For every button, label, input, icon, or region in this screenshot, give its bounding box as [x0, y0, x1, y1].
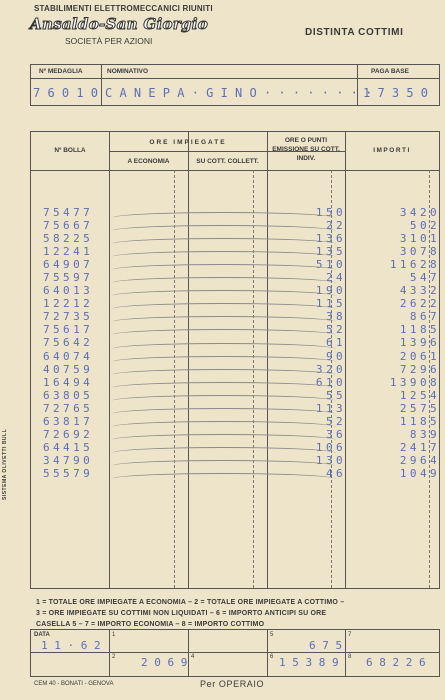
row-importo: 867	[409, 310, 440, 324]
pay-label: PAGA BASE	[371, 68, 409, 75]
name-value: C A N E P A · G I N O · · · · · · · ·	[105, 86, 373, 100]
row-importo: 13908	[389, 375, 440, 389]
legend-line-3: CASELLA 5 – 7 = IMPORTO ECONOMIA – 8 = IMPORTO COTTIMO	[36, 621, 265, 628]
row-importo: 2417	[399, 440, 440, 454]
dash-mark	[111, 212, 336, 224]
per-operaio: Per OPERAIO	[200, 679, 265, 689]
row-punti: 52	[325, 323, 346, 337]
row-importo: 1396	[399, 336, 440, 350]
worker-box	[30, 64, 440, 106]
date-label: DATA	[34, 632, 50, 638]
row-punti: 115	[315, 297, 346, 311]
bolla-column	[43, 206, 93, 480]
cell-6-label: 6	[270, 654, 274, 660]
total-6-value: 1 5 3 8 9	[279, 656, 339, 669]
company-type: SOCIETÀ PER AZIONI	[65, 36, 153, 46]
piecework-table	[30, 131, 440, 589]
row-importo: 2061	[399, 349, 440, 363]
col-importi-header: IMPORTI	[373, 147, 411, 154]
row-bolla: 64907	[43, 258, 94, 272]
name-label: NOMINATIVO	[107, 68, 149, 75]
row-bolla: 63817	[43, 414, 94, 428]
dash-mark	[111, 408, 336, 420]
row-bolla: 64415	[43, 440, 94, 454]
row-punti: 150	[315, 206, 346, 219]
row-importo: 3420	[399, 206, 440, 219]
row-importo: 839	[409, 427, 440, 441]
row-bolla: 12212	[43, 297, 94, 311]
col-punti-header: ORE O PUNTI EMISSIONE SU COTT. INDIV.	[272, 137, 340, 162]
row-importo: 1049	[399, 466, 440, 480]
col-collett-header: SU COTT. COLLETT.	[196, 158, 259, 165]
row-punti: 38	[325, 310, 346, 324]
company-line: STABILIMENTI ELETTROMECCANICI RIUNITI	[34, 4, 213, 13]
dash-mark	[111, 225, 336, 237]
cell-1-label: 1	[112, 632, 116, 638]
date-value: 1 1 · 6 2	[41, 639, 101, 652]
row-bolla: 40759	[43, 362, 94, 376]
row-bolla: 75477	[43, 206, 94, 219]
dash-mark	[111, 356, 336, 368]
row-bolla: 72735	[43, 310, 94, 324]
dash-mark	[111, 473, 336, 485]
row-punti: 106	[315, 440, 346, 454]
pay-value: 1 7 3 5 0	[363, 86, 429, 100]
form-title: DISTINTA COTTIMI	[305, 27, 404, 38]
col-bolla-header: Nº BOLLA	[54, 147, 86, 154]
row-bolla: 34790	[43, 453, 94, 467]
row-punti: 61	[325, 336, 346, 350]
row-bolla: 12241	[43, 245, 94, 259]
row-bolla: 72765	[43, 401, 94, 415]
row-punti: 320	[315, 362, 346, 376]
row-punti: 136	[315, 232, 346, 246]
total-2-value: 2 0 6 9	[141, 656, 188, 669]
legend-line-2: 3 = ORE IMPIEGATE SU COTTIMI NON LIQUIDATI – 6 = IMPORTO ANTICIPI SU ORE	[36, 610, 327, 617]
row-importo: 2964	[399, 453, 440, 467]
row-importo: 502	[409, 219, 440, 233]
row-punti: 52	[325, 414, 346, 428]
cell-7-label: 7	[348, 632, 352, 638]
row-punti: 510	[315, 258, 346, 272]
row-importo: 1254	[399, 388, 440, 402]
row-importo: 4332	[399, 284, 440, 298]
medal-label: Nº MEDAGLIA	[39, 68, 83, 75]
row-bolla: 75642	[43, 336, 94, 350]
dash-mark	[111, 460, 336, 472]
legend-line-1: 1 = TOTALE ORE IMPIEGATE A ECONOMIA – 2 = TOTALE ORE IMPIEGATE A COTTIMO –	[36, 599, 345, 606]
total-8-value: 6 8 2 2 6	[366, 656, 426, 669]
dash-mark	[111, 343, 336, 355]
dash-mark	[111, 434, 336, 446]
row-importo: 3101	[399, 232, 440, 246]
row-importo: 1185	[399, 414, 440, 428]
row-punti: 22	[325, 219, 346, 233]
row-importo: 7296	[399, 362, 440, 376]
row-bolla: 63805	[43, 388, 94, 402]
cell-2-label: 2	[112, 654, 116, 660]
row-importo: 2622	[399, 297, 440, 311]
col-economia-header: A ECONOMIA	[127, 158, 170, 165]
row-importo: 1185	[399, 323, 440, 337]
row-punti: 36	[325, 427, 346, 441]
importo-column	[347, 206, 440, 480]
side-text: SISTEMA OLIVETTI BULL	[2, 428, 8, 500]
dash-mark	[111, 447, 336, 459]
row-bolla: 58225	[43, 232, 94, 246]
row-bolla: 75667	[43, 219, 94, 233]
row-importo: 547	[409, 271, 440, 285]
row-punti: 135	[315, 245, 346, 259]
cell-5-label: 5	[270, 632, 274, 638]
dash-mark	[111, 238, 336, 250]
col-ore-header: ORE IMPIEGATE	[149, 139, 227, 146]
row-bolla: 75597	[43, 271, 94, 285]
row-bolla: 72692	[43, 427, 94, 441]
row-bolla: 75617	[43, 323, 94, 337]
row-punti: 130	[315, 453, 346, 467]
totals-box	[30, 629, 440, 677]
dash-mark	[111, 421, 336, 433]
medal-value: 7 6 0 1 0	[33, 86, 99, 100]
row-punti: 610	[315, 375, 346, 389]
row-importo: 2575	[399, 401, 440, 415]
dash-mark	[111, 369, 336, 381]
printer-note: CEM 40 - BONATI - GENOVA	[34, 681, 114, 687]
row-bolla: 55579	[43, 466, 94, 480]
row-bolla: 16494	[43, 375, 94, 389]
dash-mark	[111, 382, 336, 394]
row-importo: 11628	[389, 258, 440, 272]
row-punti: 190	[315, 284, 346, 298]
cell-4-label: 4	[191, 654, 195, 660]
row-bolla: 64013	[43, 284, 94, 298]
row-punti: 113	[315, 401, 346, 415]
row-punti: 46	[325, 466, 346, 480]
total-5-value: 6 7 5	[309, 639, 343, 652]
brand-logo: Ansaldo-San Giorgio	[30, 15, 209, 33]
cell-8-label: 8	[348, 654, 352, 660]
row-importo: 3078	[399, 245, 440, 259]
dash-mark	[111, 395, 336, 407]
row-punti: 24	[325, 271, 346, 285]
row-punti: 90	[325, 349, 346, 363]
row-punti: 55	[325, 388, 346, 402]
row-bolla: 64074	[43, 349, 94, 363]
